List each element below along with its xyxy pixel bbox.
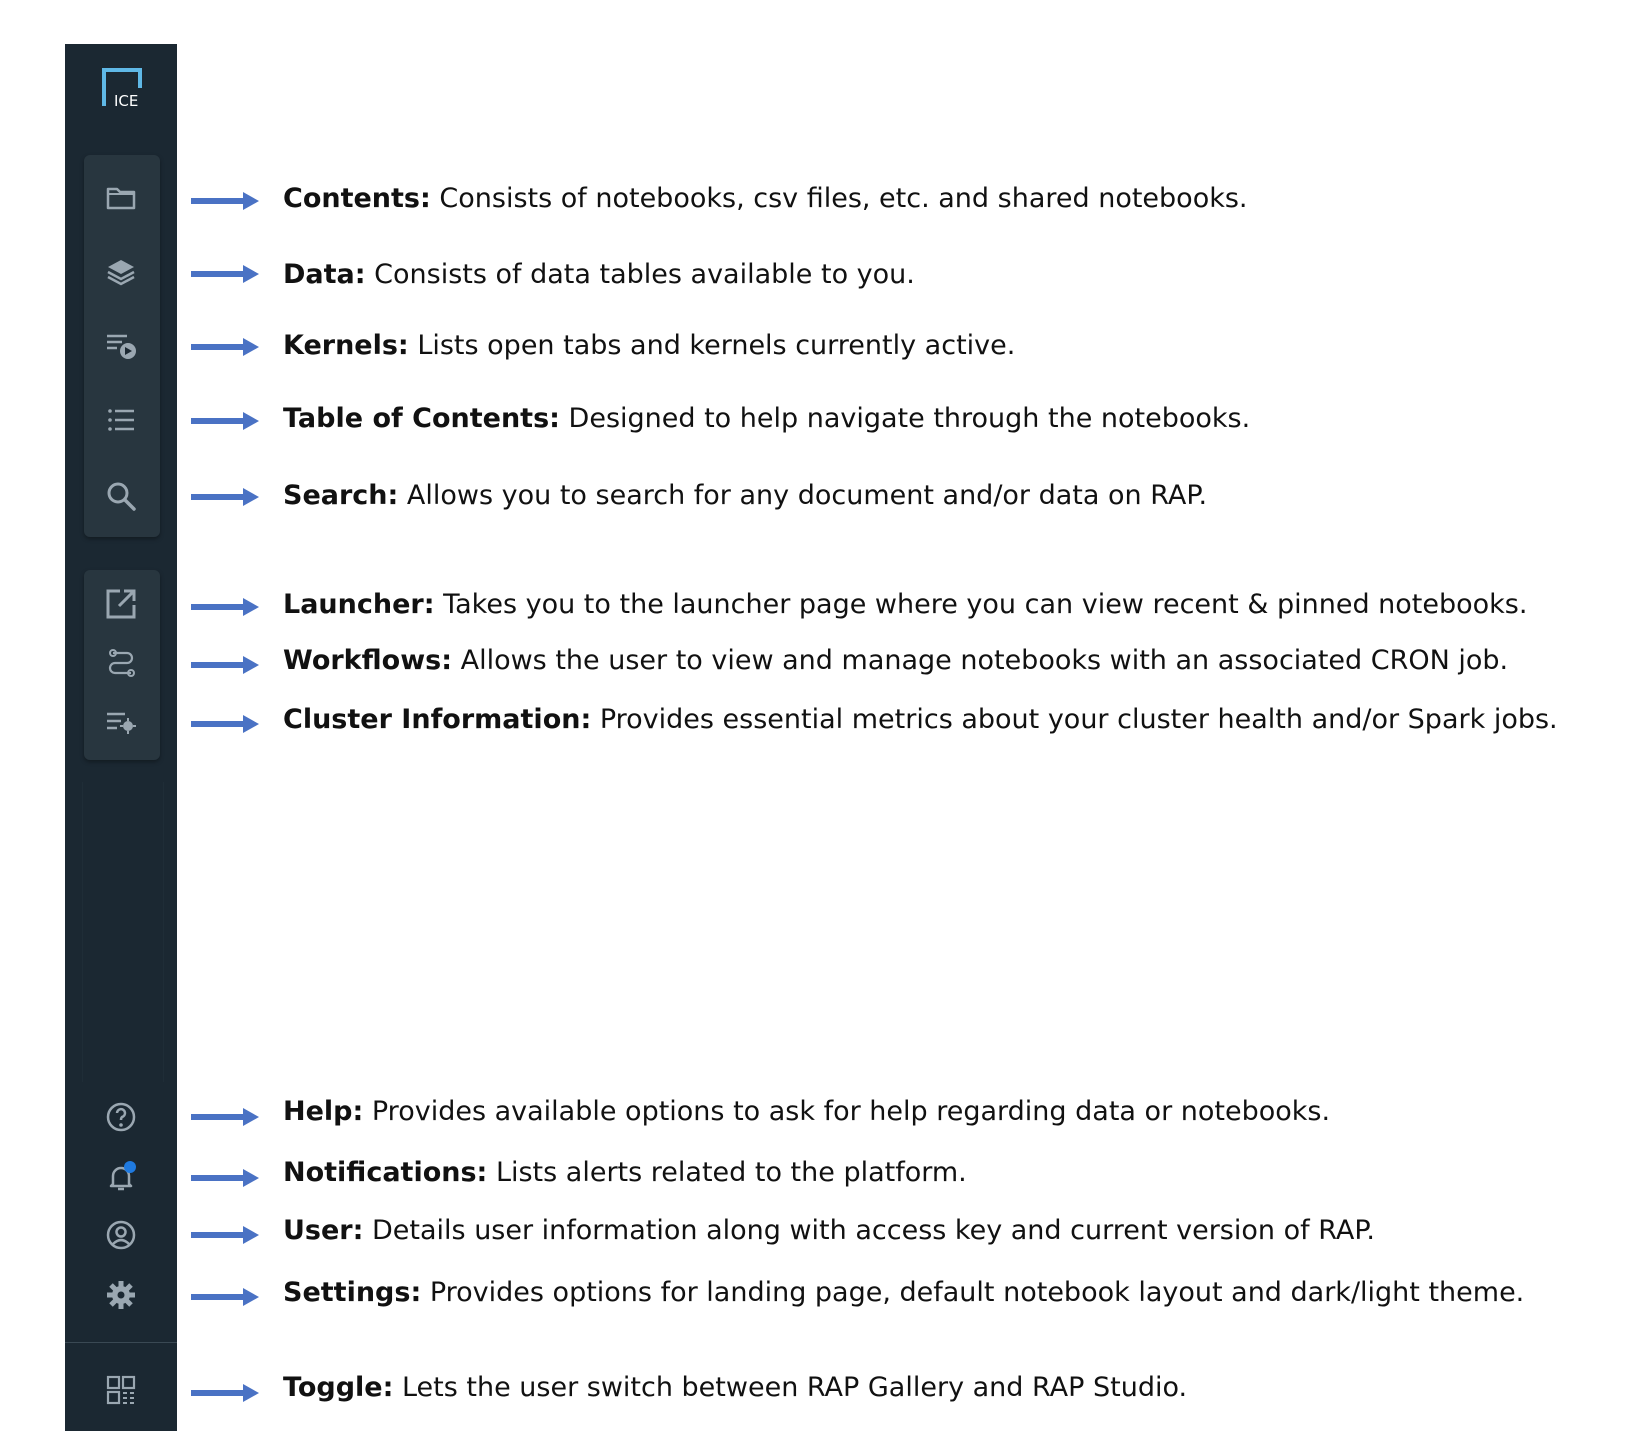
annotation-kernels (283, 329, 1015, 363)
layers-icon[interactable] (101, 252, 141, 292)
annotation-label: Table of Contents: (283, 403, 560, 434)
annotation-text: Allows the user to view and manage notebooks with an associated CRON job. (452, 645, 1509, 676)
annotation-table-of-contents (283, 402, 1250, 436)
arrow-settings (191, 1286, 259, 1308)
sidebar-empty-area (82, 782, 164, 1082)
annotation-label: Contents: (283, 183, 431, 214)
annotation-text: Provides essential metrics about your cluster health and/or Spark jobs. (591, 704, 1558, 735)
notification-badge (124, 1161, 136, 1173)
external-link-icon[interactable] (101, 584, 141, 624)
annotation-workflows (283, 644, 1508, 678)
workflow-icon[interactable] (101, 643, 141, 683)
arrow-notifications (191, 1167, 259, 1189)
annotation-text: Provides options for landing page, default notebook layout and dark/light theme. (421, 1277, 1525, 1308)
running-kernels-icon[interactable] (101, 325, 141, 365)
svg-text:ICE: ICE (114, 92, 139, 110)
annotation-text: Lets the user switch between RAP Gallery and RAP Studio. (393, 1372, 1188, 1403)
arrow-launcher (191, 596, 259, 618)
annotation-label: Search: (283, 480, 399, 511)
annotation-label: Help: (283, 1096, 364, 1127)
annotation-text: Consists of data tables available to you. (365, 259, 915, 290)
annotation-data (283, 258, 915, 292)
help-icon[interactable] (101, 1097, 141, 1137)
sidebar-divider (65, 1342, 177, 1343)
annotation-toggle (283, 1371, 1187, 1405)
annotation-text: Lists open tabs and kernels currently active. (408, 330, 1016, 361)
annotation-label: Settings: (283, 1277, 422, 1308)
annotation-text: Lists alerts related to the platform. (487, 1157, 967, 1188)
annotation-label: User: (283, 1215, 364, 1246)
annotation-text: Allows you to search for any document and/or data on RAP. (398, 480, 1208, 511)
annotation-label: Launcher: (283, 589, 435, 620)
arrow-table-of-contents (191, 410, 259, 432)
annotation-user (283, 1214, 1375, 1248)
annotation-help (283, 1095, 1330, 1129)
gear-icon[interactable] (101, 1275, 141, 1315)
annotation-text: Provides available options to ask for help regarding data or notebooks. (363, 1096, 1331, 1127)
arrow-toggle (191, 1382, 259, 1404)
annotation-search (283, 479, 1207, 513)
annotation-launcher (283, 588, 1527, 622)
arrow-workflows (191, 654, 259, 676)
annotation-text: Takes you to the launcher page where you can view recent & pinned notebooks. (434, 589, 1528, 620)
arrow-cluster-information (191, 713, 259, 735)
annotation-text: Designed to help navigate through the notebooks. (559, 403, 1251, 434)
annotation-label: Toggle: (283, 1372, 394, 1403)
annotation-text: Details user information along with access key and current version of RAP. (363, 1215, 1375, 1246)
arrow-kernels (191, 336, 259, 358)
arrow-help (191, 1106, 259, 1128)
search-icon[interactable] (101, 476, 141, 516)
cluster-icon[interactable] (101, 702, 141, 742)
list-icon[interactable] (101, 400, 141, 440)
arrow-search (191, 486, 259, 508)
annotation-notifications (283, 1156, 967, 1190)
bell-icon[interactable] (101, 1157, 141, 1197)
annotation-label: Notifications: (283, 1157, 488, 1188)
annotation-label: Cluster Information: (283, 704, 592, 735)
annotation-label: Workflows: (283, 645, 453, 676)
arrow-data (191, 263, 259, 285)
annotation-text: Consists of notebooks, csv files, etc. and shared notebooks. (430, 183, 1248, 214)
user-icon[interactable] (101, 1215, 141, 1255)
annotation-settings (283, 1276, 1524, 1310)
arrow-contents (191, 190, 259, 212)
folder-icon[interactable] (101, 178, 141, 218)
annotation-label: Kernels: (283, 330, 409, 361)
ice-logo[interactable] (100, 66, 144, 110)
annotation-cluster-information (283, 703, 1558, 737)
annotation-label: Data: (283, 259, 366, 290)
arrow-user (191, 1224, 259, 1246)
annotation-contents (283, 182, 1248, 216)
grid-toggle-icon[interactable] (101, 1370, 141, 1410)
